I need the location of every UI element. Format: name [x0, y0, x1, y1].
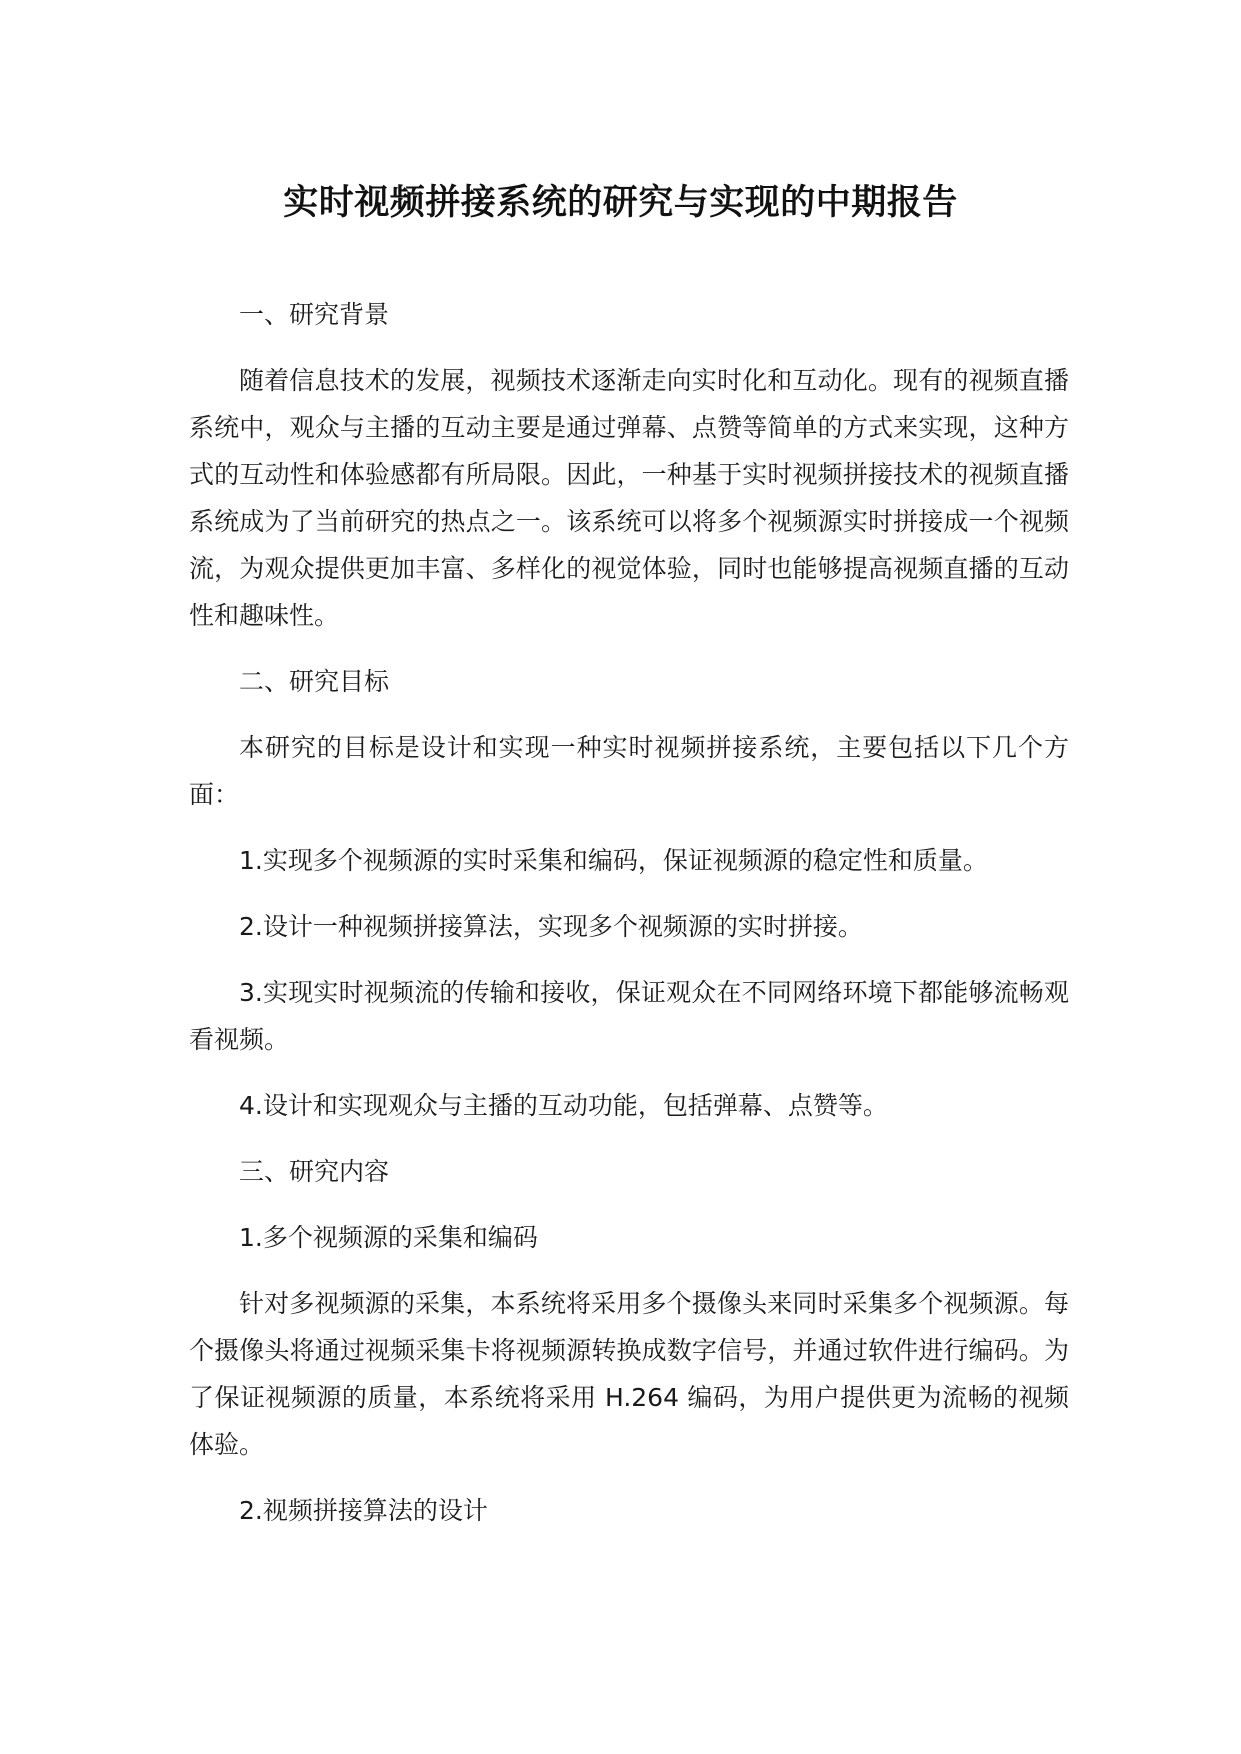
document-title: 实时视频拼接系统的研究与实现的中期报告 — [283, 183, 958, 223]
goal-item-4: 4.设计和实现观众与主播的互动功能，包括弹幕、点赞等。 — [239, 1091, 888, 1120]
goal-item-2: 2.设计一种视频拼接算法，实现多个视频源的实时拼接。 — [239, 912, 863, 941]
section-heading-content: 三、研究内容 — [239, 1157, 390, 1186]
section-heading-goals: 二、研究目标 — [239, 667, 390, 696]
goal-item-1: 1.实现多个视频源的实时采集和编码，保证视频源的稳定性和质量。 — [239, 846, 988, 875]
background-paragraph: 随着信息技术的发展，视频技术逐渐走向实时化和互动化。现有的视频直播系统中，观众与主播的互动主要是通过弹幕、点赞等简单的方式来实现，这种方式的互动性和体验感都有所局限。因此，一种基于实时视频拼接技术的视频直播系统成为了当前研究的热点之一。该系统可以将多个视频源实时拼接成一个视频流，为观众提供更加丰富、多样化的视觉体验，同时也能够提高视频直播的互动性和趣味性。 — [189, 366, 1069, 630]
content-subheading-1: 1.多个视频源的采集和编码 — [239, 1223, 538, 1252]
document-body — [189, 291, 1069, 1553]
content-paragraph-1: 针对多视频源的采集，本系统将采用多个摄像头来同时采集多个视频源。每个摄像头将通过视频采集卡将视频源转换成数字信号，并通过软件进行编码。为了保证视频源的质量，本系统将采用 H.264 编码，为用户提供更为流畅的视频体验。 — [189, 1289, 1069, 1459]
content-subheading-2: 2.视频拼接算法的设计 — [239, 1496, 488, 1525]
goal-item-3: 3.实现实时视频流的传输和接收，保证观众在不同网络环境下都能够流畅观看视频。 — [189, 978, 1069, 1054]
goals-paragraph: 本研究的目标是设计和实现一种实时视频拼接系统，主要包括以下几个方面： — [189, 733, 1069, 809]
section-heading-background: 一、研究背景 — [239, 300, 390, 329]
